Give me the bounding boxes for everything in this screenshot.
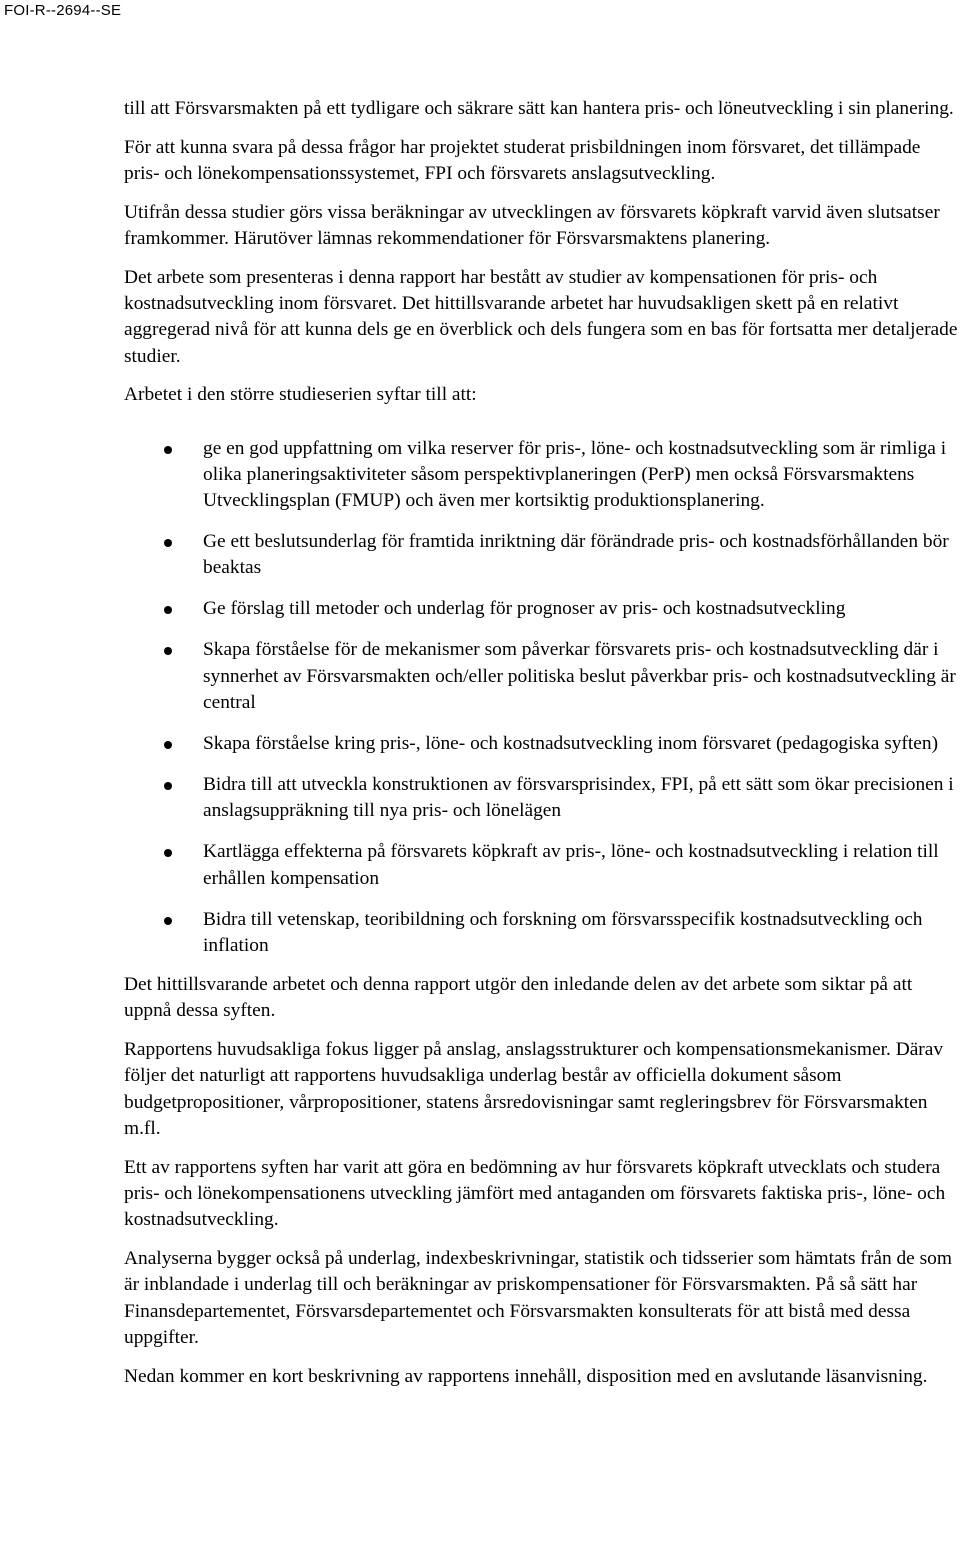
bullet-icon (164, 917, 172, 925)
list-item (124, 772, 960, 825)
paragraph: Det arbete som presenteras i denna rapport har bestått av studier av kompensationen för pris- och kostnadsutveckling inom försvaret. Det hittillsvarande arbetet har huvudsakligen skett på en relativt aggregerad nivå för att kunna dels ge en överblick och dels fungera som en bas för fortsatta mer detaljerade studier. (124, 266, 958, 367)
list-item-text: Kartlägga effekterna på försvarets köpkraft av pris-, löne- och kostnadsutveckling i relation till erhållen kompensation (203, 841, 939, 889)
list-item (124, 731, 960, 757)
paragraph: Analyserna bygger också på underlag, indexbeskrivningar, statistik och tidsserier som hämtats från de som är inblandade i underlag till och beräkningar av priskompensationer för Försvarsmakten. På så sätt har Finansdepartementet, Försvarsdepartementet och Försvarsmakten konsulterats för att bistå med dessa uppgifter. (124, 1247, 952, 1348)
list-item-text: Ge ett beslutsunderlag för framtida inriktning där förändrade pris- och kostnadsförhållanden bör beaktas (203, 531, 949, 579)
paragraph: Ett av rapportens syften har varit att göra en bedömning av hur försvarets köpkraft utvecklats och studera pris- och lönekompensationens utveckling jämfört med antaganden om försvarets faktiska pris-, löne- och kostnadsutveckling. (124, 1156, 946, 1231)
list-intro: Arbetet i den större studieserien syftar till att: (124, 384, 477, 406)
paragraph: För att kunna svara på dessa frågor har projektet studerat prisbildningen inom försvaret, det tillämpade pris- och lönekompensationssystemet, FPI och försvarets anslagsutveckling. (124, 136, 921, 184)
list-item (124, 529, 960, 582)
paragraph: Utifrån dessa studier görs vissa beräkningar av utvecklingen av försvarets köpkraft varvid även slutsatser framkommer. Härutöver lämnas rekommendationer för Försvarsmaktens planering. (124, 201, 940, 249)
list-item-text: Bidra till att utveckla konstruktionen av försvarsprisindex, FPI, på ett sätt som ökar precisionen i anslagsuppräkning till nya pris- och lönelägen (203, 773, 954, 822)
list-item-text: ge en god uppfattning om vilka reserver för pris-, löne- och kostnadsutveckling som är rimliga i olika planeringsaktiviteter såsom perspektivplaneringen (PerP) men också Försvarsmaktens Utvecklingsplan (FMUP) och även mer kortsiktig produktionsplanering. (203, 437, 947, 512)
bullet-icon (164, 606, 172, 614)
list-item (124, 907, 960, 960)
paragraph: till att Försvarsmakten på ett tydligare och säkrare sätt kan hantera pris- och löneutveckling i sin planering. (124, 98, 954, 119)
list-item (124, 839, 960, 892)
bullet-icon (164, 539, 172, 547)
list-item (124, 596, 960, 622)
list-item-text: Bidra till vetenskap, teoribildning och forskning om försvarsspecifik kostnadsutveckling och inflation (203, 908, 923, 956)
paragraph: Nedan kommer en kort beskrivning av rapportens innehåll, disposition med en avslutande läsanvisning. (124, 1365, 928, 1387)
bullet-icon (164, 446, 172, 454)
bullet-icon (164, 782, 172, 790)
paragraph: Rapportens huvudsakliga fokus ligger på anslag, anslagsstrukturer och kompensationsmekanismer. Därav följer det naturligt att rapportens huvudsakliga underlag består av officiella dokument såsom budgetpropositioner, vårpropositioner, statens årsredovisningar samt regleringsbrev för Försvarsmakten m.fl. (124, 1039, 944, 1139)
bullet-icon (164, 647, 172, 655)
bullet-icon (164, 849, 172, 857)
document-code: FOI-R--2694--SE (4, 2, 122, 19)
list-item-text: Skapa förståelse kring pris-, löne- och kostnadsutveckling inom försvaret (pedagogiska syften) (203, 732, 939, 754)
objectives-list (124, 436, 960, 960)
list-item-text: Skapa förståelse för de mekanismer som påverkar försvarets pris- och kostnadsutveckling där i synnerhet av Försvarsmakten och/eller politiska beslut påverkbar pris- och kostnadsutveckling är central (203, 639, 956, 713)
bullet-icon (164, 741, 172, 749)
list-item (124, 436, 960, 515)
list-item (124, 637, 960, 716)
list-item-text: Ge förslag till metoder och underlag för prognoser av pris- och kostnadsutveckling (203, 598, 846, 620)
document-body (124, 96, 960, 1402)
paragraph: Det hittillsvarande arbetet och denna rapport utgör den inledande delen av det arbete som siktar på att uppnå dessa syften. (124, 974, 913, 1022)
